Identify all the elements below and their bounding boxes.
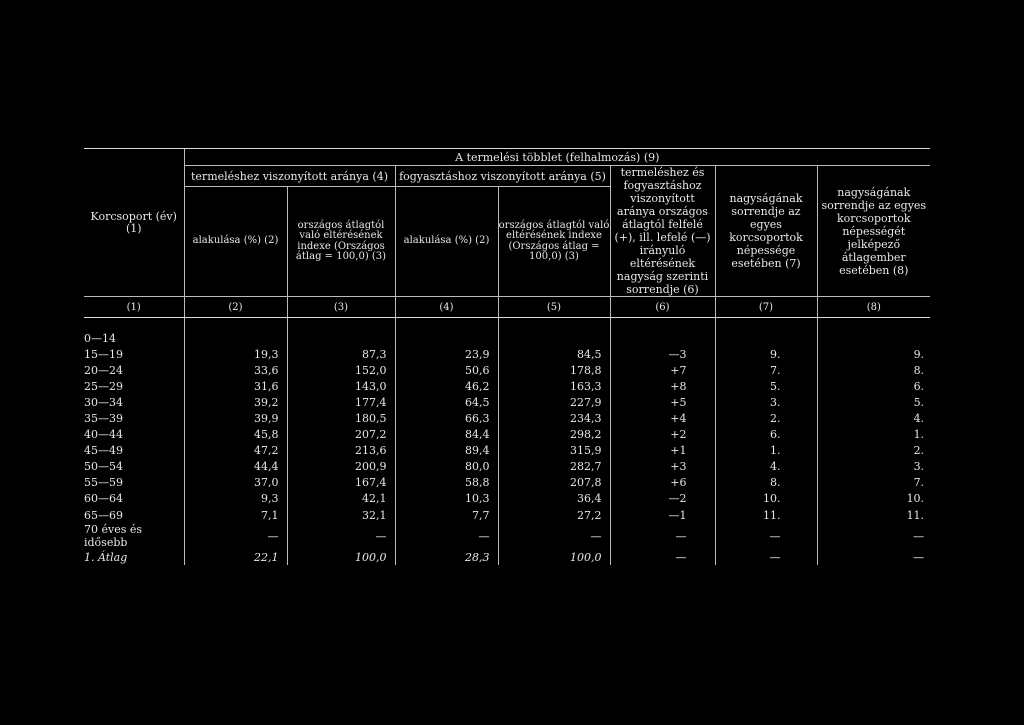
value-cell: 89,4 bbox=[395, 443, 498, 459]
value-cell: 5. bbox=[817, 394, 930, 410]
age-group-cell: 35—39 bbox=[84, 412, 123, 426]
value-cell: 227,9 bbox=[498, 394, 610, 410]
value-cell: 10. bbox=[817, 491, 930, 507]
value-cell: 46,2 bbox=[395, 378, 498, 394]
value-cell: 1. bbox=[817, 427, 930, 443]
value-cell: 84,4 bbox=[395, 427, 498, 443]
age-group-cell: 40—44 bbox=[84, 428, 123, 442]
value-cell: 177,4 bbox=[287, 394, 395, 410]
value-cell: 10,3 bbox=[395, 491, 498, 507]
value-cell: 8. bbox=[817, 362, 930, 378]
value-cell: —2 bbox=[610, 491, 715, 507]
data-table bbox=[84, 148, 930, 565]
value-cell: 4. bbox=[715, 459, 817, 475]
value-cell: 180,5 bbox=[287, 410, 395, 426]
value-cell bbox=[498, 330, 610, 346]
table-row bbox=[84, 491, 930, 507]
column-number: (4) bbox=[395, 297, 498, 318]
consumption-ratio-header: fogyasztáshoz viszonyított aránya (5) bbox=[395, 166, 610, 187]
age-group-cell: 15—19 bbox=[84, 347, 123, 361]
table-row bbox=[84, 523, 930, 549]
value-cell: 10. bbox=[715, 491, 817, 507]
value-cell bbox=[610, 330, 715, 346]
value-cell: 58,8 bbox=[395, 475, 498, 491]
value-cell: 6. bbox=[817, 378, 930, 394]
value-cell: 7,7 bbox=[395, 507, 498, 523]
table-row bbox=[84, 362, 930, 378]
value-cell: 298,2 bbox=[498, 427, 610, 443]
value-cell: 80,0 bbox=[395, 459, 498, 475]
value-cell: 207,8 bbox=[498, 475, 610, 491]
value-cell: 36,4 bbox=[498, 491, 610, 507]
table-row bbox=[84, 459, 930, 475]
value-cell: 143,0 bbox=[287, 378, 395, 394]
production-trend-header: alakulása (%) (2) bbox=[184, 187, 287, 297]
value-cell: 31,6 bbox=[184, 378, 287, 394]
value-cell: 44,4 bbox=[184, 459, 287, 475]
value-cell: 178,8 bbox=[498, 362, 610, 378]
value-cell: — bbox=[715, 549, 817, 565]
surplus-group-header: A termelési többlet (felhalmozás) (9) bbox=[184, 149, 930, 166]
value-cell: 163,3 bbox=[498, 378, 610, 394]
value-cell: 200,9 bbox=[287, 459, 395, 475]
consumption-trend-header: alakulása (%) (2) bbox=[395, 187, 498, 297]
column-number: (2) bbox=[184, 297, 287, 318]
value-cell: 23,9 bbox=[395, 346, 498, 362]
value-cell: — bbox=[610, 549, 715, 565]
value-cell: 2. bbox=[817, 443, 930, 459]
value-cell: +3 bbox=[610, 459, 715, 475]
age-group-cell: 45—49 bbox=[84, 444, 123, 458]
value-cell bbox=[287, 330, 395, 346]
age-group-cell: 0—14 bbox=[84, 331, 116, 345]
value-cell: 50,6 bbox=[395, 362, 498, 378]
value-cell: 5. bbox=[715, 378, 817, 394]
age-group-cell: 20—24 bbox=[84, 363, 123, 377]
value-cell: — bbox=[395, 523, 498, 549]
value-cell: 33,6 bbox=[184, 362, 287, 378]
age-group-header: Korcsoport (év) (1) bbox=[84, 149, 184, 297]
value-cell: 11. bbox=[817, 507, 930, 523]
value-cell: 234,3 bbox=[498, 410, 610, 426]
value-cell bbox=[184, 330, 287, 346]
value-cell: 213,6 bbox=[287, 443, 395, 459]
value-cell: +5 bbox=[610, 394, 715, 410]
age-group-cell: 55—59 bbox=[84, 476, 123, 490]
value-cell bbox=[817, 330, 930, 346]
age-group-cell: 25—29 bbox=[84, 379, 123, 393]
value-cell: 2. bbox=[715, 410, 817, 426]
value-cell: +2 bbox=[610, 427, 715, 443]
value-cell: 6. bbox=[715, 427, 817, 443]
value-cell: 64,5 bbox=[395, 394, 498, 410]
value-cell: +6 bbox=[610, 475, 715, 491]
value-cell: 45,8 bbox=[184, 427, 287, 443]
rank-population-header: nagyságának sorrendje az egyes korcsoportok népessége esetében (7) bbox=[715, 166, 817, 297]
value-cell: 3. bbox=[715, 394, 817, 410]
age-group-cell: 65—69 bbox=[84, 508, 123, 522]
value-cell: 152,0 bbox=[287, 362, 395, 378]
value-cell: 9. bbox=[715, 346, 817, 362]
value-cell: 7. bbox=[715, 362, 817, 378]
value-cell bbox=[395, 330, 498, 346]
value-cell: 27,2 bbox=[498, 507, 610, 523]
value-cell: 100,0 bbox=[498, 549, 610, 565]
table-row bbox=[84, 346, 930, 362]
value-cell: 28,3 bbox=[395, 549, 498, 565]
value-cell: 207,2 bbox=[287, 427, 395, 443]
column-number: (8) bbox=[817, 297, 930, 318]
age-group-cell: 60—64 bbox=[84, 492, 123, 506]
value-cell: 315,9 bbox=[498, 443, 610, 459]
value-cell: 3. bbox=[817, 459, 930, 475]
value-cell: — bbox=[287, 523, 395, 549]
value-cell: 1. bbox=[715, 443, 817, 459]
value-cell: 7. bbox=[817, 475, 930, 491]
production-index-header: országos átlagtól való eltérésének indexe (Országos átlag = 100,0) (3) bbox=[287, 187, 395, 297]
value-cell: 167,4 bbox=[287, 475, 395, 491]
value-cell: 8. bbox=[715, 475, 817, 491]
value-cell: — bbox=[817, 523, 930, 549]
value-cell: — bbox=[498, 523, 610, 549]
value-cell: +7 bbox=[610, 362, 715, 378]
table-row bbox=[84, 410, 930, 426]
average-row bbox=[84, 549, 930, 565]
consumption-index-header: országos átlagtól való eltérésének indexe (Országos átlag = 100,0) (3) bbox=[498, 187, 610, 297]
value-cell: 19,3 bbox=[184, 346, 287, 362]
value-cell: —1 bbox=[610, 507, 715, 523]
table-row bbox=[84, 475, 930, 491]
value-cell: —3 bbox=[610, 346, 715, 362]
age-group-cell: 50—54 bbox=[84, 460, 123, 474]
value-cell: — bbox=[184, 523, 287, 549]
age-group-cell: 1. Átlag bbox=[84, 550, 128, 564]
value-cell: 100,0 bbox=[287, 549, 395, 565]
value-cell: 22,1 bbox=[184, 549, 287, 565]
value-cell: 4. bbox=[817, 410, 930, 426]
value-cell: +1 bbox=[610, 443, 715, 459]
value-cell: — bbox=[715, 523, 817, 549]
value-cell: 9. bbox=[817, 346, 930, 362]
column-number: (6) bbox=[610, 297, 715, 318]
column-number: (5) bbox=[498, 297, 610, 318]
column-number: (7) bbox=[715, 297, 817, 318]
value-cell: — bbox=[817, 549, 930, 565]
age-group-cell: 30—34 bbox=[84, 395, 123, 409]
value-cell: 32,1 bbox=[287, 507, 395, 523]
value-cell: 37,0 bbox=[184, 475, 287, 491]
value-cell: 9,3 bbox=[184, 491, 287, 507]
rank-average-person-header: nagyságának sorrendje az egyes korcsoportok népességét jelképező átlagember esetében (8) bbox=[817, 166, 930, 297]
table-row bbox=[84, 330, 930, 346]
value-cell: 84,5 bbox=[498, 346, 610, 362]
value-cell: 7,1 bbox=[184, 507, 287, 523]
value-cell: — bbox=[610, 523, 715, 549]
value-cell: 42,1 bbox=[287, 491, 395, 507]
value-cell: 11. bbox=[715, 507, 817, 523]
value-cell: 282,7 bbox=[498, 459, 610, 475]
value-cell: +8 bbox=[610, 378, 715, 394]
column-number: (1) bbox=[84, 297, 184, 318]
value-cell bbox=[715, 330, 817, 346]
value-cell: 87,3 bbox=[287, 346, 395, 362]
value-cell: 39,2 bbox=[184, 394, 287, 410]
table-row bbox=[84, 394, 930, 410]
age-group-cell: 70 éves és idősebb bbox=[84, 523, 143, 550]
rank-deviation-header: termeléshez és fogyasztáshoz viszonyított aránya országos átlagtól felfelé (+), ill. lefelé (—) irányuló eltérésének nagyság szerinti sorrendje (6) bbox=[610, 166, 715, 297]
value-cell: +4 bbox=[610, 410, 715, 426]
value-cell: 39,9 bbox=[184, 410, 287, 426]
value-cell: 47,2 bbox=[184, 443, 287, 459]
production-ratio-header: termeléshez viszonyított aránya (4) bbox=[184, 166, 395, 187]
table-row bbox=[84, 507, 930, 523]
table-row bbox=[84, 443, 930, 459]
table-row bbox=[84, 378, 930, 394]
table-row bbox=[84, 427, 930, 443]
column-number: (3) bbox=[287, 297, 395, 318]
value-cell: 66,3 bbox=[395, 410, 498, 426]
